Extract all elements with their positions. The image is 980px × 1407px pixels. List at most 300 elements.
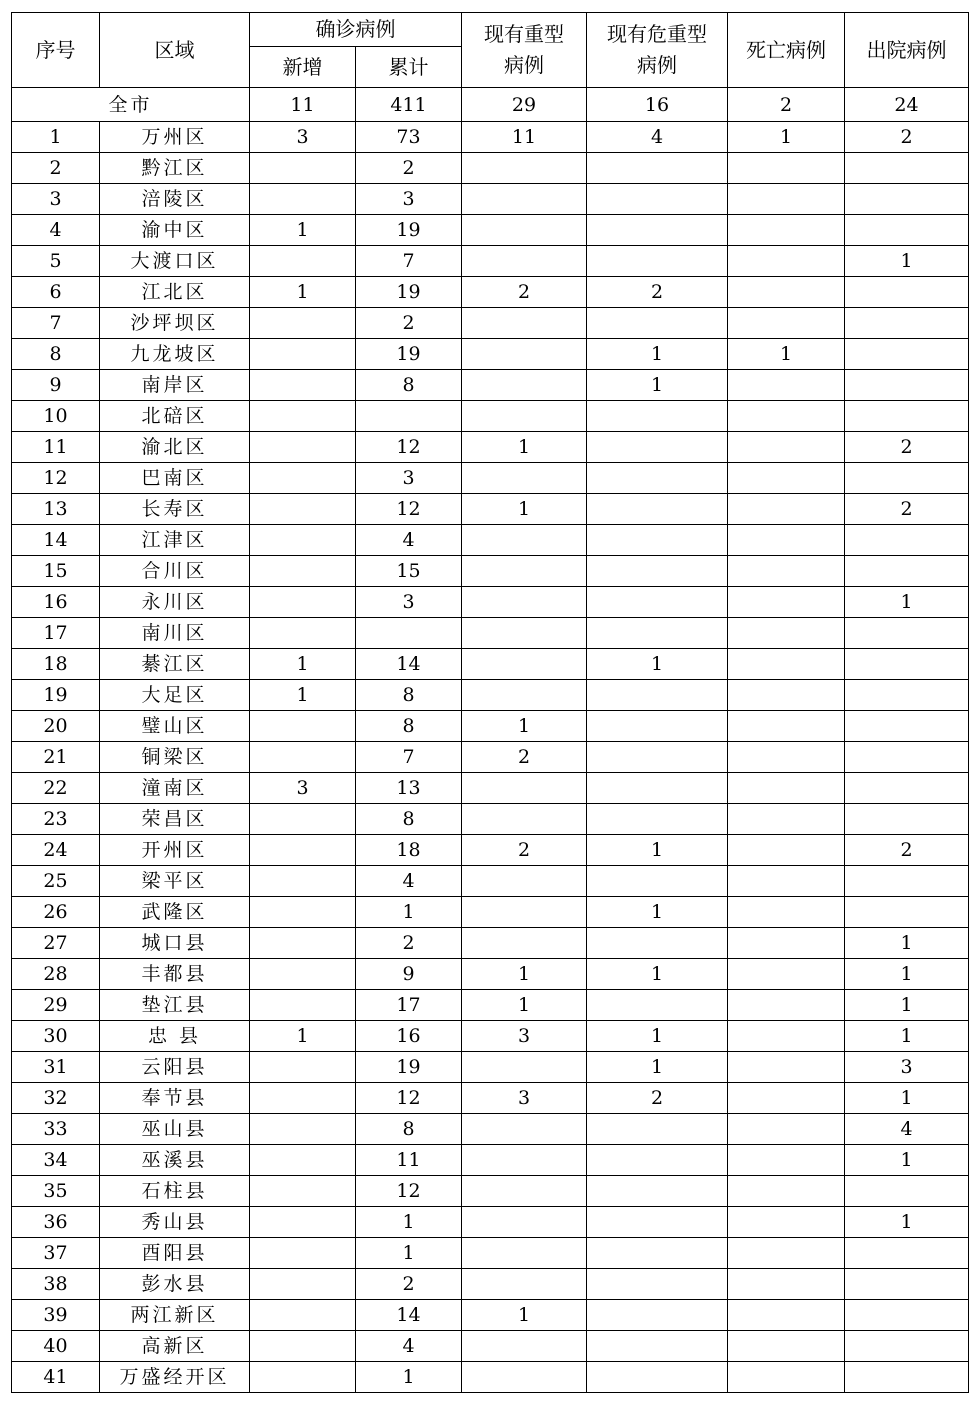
cell-region: 九龙坡区 [100, 339, 250, 370]
table-row [12, 1145, 969, 1176]
cell-discharged [845, 215, 969, 246]
table-row [12, 122, 969, 153]
cell-discharged [845, 618, 969, 649]
cell-severe: 1 [462, 432, 587, 463]
cell-index: 36 [12, 1207, 100, 1238]
total-deaths: 2 [728, 88, 845, 122]
cell-new [250, 370, 356, 401]
total-cumulative: 411 [356, 88, 462, 122]
cell-region: 璧山区 [100, 711, 250, 742]
cell-deaths [728, 215, 845, 246]
cell-critical [587, 804, 728, 835]
cell-discharged: 2 [845, 494, 969, 525]
table-row [12, 525, 969, 556]
cell-cumulative: 8 [356, 370, 462, 401]
table-row [12, 587, 969, 618]
cell-new [250, 990, 356, 1021]
cell-region: 彭水县 [100, 1269, 250, 1300]
cell-critical [587, 463, 728, 494]
cell-critical [587, 556, 728, 587]
cell-critical [587, 587, 728, 618]
cell-index: 28 [12, 959, 100, 990]
cell-region: 巫山县 [100, 1114, 250, 1145]
table-row [12, 1083, 969, 1114]
cell-critical [587, 1331, 728, 1362]
cell-critical [587, 773, 728, 804]
cell-cumulative: 3 [356, 587, 462, 618]
header-region: 区域 [100, 13, 250, 88]
cell-severe [462, 184, 587, 215]
cell-new [250, 959, 356, 990]
cell-deaths [728, 525, 845, 556]
cell-deaths [728, 1269, 845, 1300]
cell-region: 大足区 [100, 680, 250, 711]
cell-cumulative [356, 401, 462, 432]
cell-region: 永川区 [100, 587, 250, 618]
cell-critical [587, 711, 728, 742]
table-row [12, 928, 969, 959]
header-deaths: 死亡病例 [728, 13, 845, 88]
cell-deaths [728, 928, 845, 959]
cell-discharged [845, 897, 969, 928]
cell-deaths [728, 711, 845, 742]
cell-deaths [728, 184, 845, 215]
cell-index: 30 [12, 1021, 100, 1052]
cell-deaths [728, 432, 845, 463]
cell-new: 3 [250, 122, 356, 153]
cell-new: 1 [250, 215, 356, 246]
cell-deaths [728, 804, 845, 835]
cell-new [250, 897, 356, 928]
cell-severe [462, 680, 587, 711]
cell-region: 高新区 [100, 1331, 250, 1362]
cell-severe: 1 [462, 1300, 587, 1331]
cell-new [250, 1145, 356, 1176]
cell-region: 奉节县 [100, 1083, 250, 1114]
cell-deaths [728, 153, 845, 184]
cell-new [250, 401, 356, 432]
cell-index: 19 [12, 680, 100, 711]
cell-severe [462, 1145, 587, 1176]
cell-discharged [845, 370, 969, 401]
cell-deaths [728, 1331, 845, 1362]
total-critical: 16 [587, 88, 728, 122]
cell-discharged [845, 463, 969, 494]
cell-region: 沙坪坝区 [100, 308, 250, 339]
cell-cumulative: 2 [356, 928, 462, 959]
cell-new [250, 308, 356, 339]
cell-severe [462, 1269, 587, 1300]
cell-new: 1 [250, 649, 356, 680]
cell-index: 10 [12, 401, 100, 432]
header-current-severe-line2: 病例 [504, 53, 544, 77]
cell-index: 37 [12, 1238, 100, 1269]
header-new: 新增 [250, 47, 356, 88]
cell-cumulative: 12 [356, 494, 462, 525]
cell-severe [462, 1052, 587, 1083]
cell-index: 8 [12, 339, 100, 370]
cell-discharged [845, 1331, 969, 1362]
cell-deaths [728, 494, 845, 525]
cell-new [250, 494, 356, 525]
cell-new [250, 1114, 356, 1145]
table-row [12, 1176, 969, 1207]
table-row [12, 1207, 969, 1238]
cell-new [250, 556, 356, 587]
cell-cumulative: 8 [356, 804, 462, 835]
cell-critical: 1 [587, 1052, 728, 1083]
cell-index: 35 [12, 1176, 100, 1207]
cell-index: 21 [12, 742, 100, 773]
case-statistics-table [11, 12, 969, 1393]
cell-index: 32 [12, 1083, 100, 1114]
table-row [12, 1362, 969, 1393]
table-row [12, 339, 969, 370]
cell-discharged: 1 [845, 959, 969, 990]
cell-region: 云阳县 [100, 1052, 250, 1083]
cell-region: 黔江区 [100, 153, 250, 184]
cell-discharged [845, 153, 969, 184]
table-row [12, 618, 969, 649]
cell-severe [462, 1207, 587, 1238]
cell-critical: 4 [587, 122, 728, 153]
cell-deaths [728, 401, 845, 432]
table-row [12, 153, 969, 184]
cell-deaths: 1 [728, 122, 845, 153]
cell-region: 铜梁区 [100, 742, 250, 773]
cell-severe [462, 928, 587, 959]
cell-new [250, 866, 356, 897]
cell-critical [587, 866, 728, 897]
cell-discharged [845, 1176, 969, 1207]
table-row [12, 711, 969, 742]
cell-cumulative: 19 [356, 215, 462, 246]
cell-new [250, 1207, 356, 1238]
cell-discharged [845, 866, 969, 897]
cell-index: 12 [12, 463, 100, 494]
cell-critical [587, 1238, 728, 1269]
cell-index: 41 [12, 1362, 100, 1393]
cell-cumulative: 1 [356, 1207, 462, 1238]
cell-discharged: 1 [845, 1083, 969, 1114]
cell-new [250, 525, 356, 556]
cell-discharged: 1 [845, 1207, 969, 1238]
cell-region: 垫江县 [100, 990, 250, 1021]
cell-deaths [728, 1083, 845, 1114]
cell-severe: 3 [462, 1083, 587, 1114]
cell-region: 江北区 [100, 277, 250, 308]
cell-deaths: 1 [728, 339, 845, 370]
cell-region: 南川区 [100, 618, 250, 649]
cell-cumulative: 12 [356, 1083, 462, 1114]
cell-new [250, 1300, 356, 1331]
cell-cumulative: 4 [356, 866, 462, 897]
cell-new [250, 1176, 356, 1207]
table-row [12, 990, 969, 1021]
cell-new [250, 928, 356, 959]
cell-discharged: 4 [845, 1114, 969, 1145]
cell-new [250, 1362, 356, 1393]
cell-critical [587, 525, 728, 556]
cell-region: 大渡口区 [100, 246, 250, 277]
header-cumulative: 累计 [356, 47, 462, 88]
cell-new [250, 1052, 356, 1083]
cell-deaths [728, 742, 845, 773]
cell-index: 7 [12, 308, 100, 339]
cell-index: 15 [12, 556, 100, 587]
table-row [12, 773, 969, 804]
table-row [12, 649, 969, 680]
cell-cumulative: 7 [356, 246, 462, 277]
cell-discharged: 1 [845, 1145, 969, 1176]
table-row [12, 1114, 969, 1145]
cell-discharged [845, 1269, 969, 1300]
table-row [12, 370, 969, 401]
table-row [12, 494, 969, 525]
cell-critical: 1 [587, 835, 728, 866]
cell-new: 3 [250, 773, 356, 804]
cell-deaths [728, 773, 845, 804]
cell-new [250, 339, 356, 370]
cell-discharged [845, 1238, 969, 1269]
cell-index: 14 [12, 525, 100, 556]
cell-deaths [728, 277, 845, 308]
cell-critical [587, 432, 728, 463]
cell-severe: 1 [462, 711, 587, 742]
cell-index: 11 [12, 432, 100, 463]
table-row [12, 277, 969, 308]
cell-severe: 3 [462, 1021, 587, 1052]
cell-deaths [728, 990, 845, 1021]
cell-severe: 1 [462, 494, 587, 525]
cell-critical [587, 215, 728, 246]
cell-cumulative: 19 [356, 339, 462, 370]
cell-severe [462, 866, 587, 897]
cell-region: 南岸区 [100, 370, 250, 401]
cell-cumulative: 12 [356, 432, 462, 463]
cell-index: 9 [12, 370, 100, 401]
header-current-severe [462, 13, 587, 88]
cell-critical: 1 [587, 1021, 728, 1052]
cell-region: 荣昌区 [100, 804, 250, 835]
cell-index: 5 [12, 246, 100, 277]
cell-index: 4 [12, 215, 100, 246]
cell-discharged [845, 711, 969, 742]
cell-cumulative: 11 [356, 1145, 462, 1176]
cell-cumulative [356, 618, 462, 649]
cell-deaths [728, 866, 845, 897]
cell-new: 1 [250, 277, 356, 308]
cell-critical [587, 308, 728, 339]
cell-deaths [728, 1021, 845, 1052]
cell-severe [462, 525, 587, 556]
cell-index: 3 [12, 184, 100, 215]
cell-new [250, 246, 356, 277]
cell-region: 开州区 [100, 835, 250, 866]
cell-new: 1 [250, 1021, 356, 1052]
cell-cumulative: 14 [356, 649, 462, 680]
table-row [12, 866, 969, 897]
cell-critical [587, 928, 728, 959]
cell-severe [462, 153, 587, 184]
cell-new [250, 618, 356, 649]
cell-cumulative: 1 [356, 897, 462, 928]
cell-critical [587, 1207, 728, 1238]
cell-critical [587, 1176, 728, 1207]
cell-critical [587, 618, 728, 649]
cell-severe [462, 246, 587, 277]
cell-critical [587, 990, 728, 1021]
cell-cumulative: 7 [356, 742, 462, 773]
header-index: 序号 [12, 13, 100, 88]
cell-new: 1 [250, 680, 356, 711]
cell-critical: 1 [587, 959, 728, 990]
cell-severe: 1 [462, 990, 587, 1021]
cell-index: 6 [12, 277, 100, 308]
table-row [12, 742, 969, 773]
header-current-severe-line1: 现有重型 [484, 22, 564, 46]
cell-region: 武隆区 [100, 897, 250, 928]
cell-cumulative: 16 [356, 1021, 462, 1052]
cell-severe [462, 308, 587, 339]
cell-severe [462, 1362, 587, 1393]
cell-cumulative: 1 [356, 1362, 462, 1393]
cell-discharged: 2 [845, 432, 969, 463]
cell-severe: 2 [462, 277, 587, 308]
cell-deaths [728, 959, 845, 990]
cell-discharged: 2 [845, 122, 969, 153]
cell-severe [462, 1176, 587, 1207]
table-row [12, 401, 969, 432]
cell-discharged: 1 [845, 587, 969, 618]
cell-new [250, 742, 356, 773]
cell-region: 渝中区 [100, 215, 250, 246]
total-row [12, 88, 969, 122]
cell-index: 25 [12, 866, 100, 897]
cell-region: 秀山县 [100, 1207, 250, 1238]
header-current-critical [587, 13, 728, 88]
cell-deaths [728, 1114, 845, 1145]
table-row [12, 1300, 969, 1331]
cell-discharged: 1 [845, 1021, 969, 1052]
cell-region: 石柱县 [100, 1176, 250, 1207]
cell-deaths [728, 1238, 845, 1269]
cell-critical: 2 [587, 1083, 728, 1114]
cell-index: 38 [12, 1269, 100, 1300]
cell-index: 17 [12, 618, 100, 649]
total-severe: 29 [462, 88, 587, 122]
cell-index: 27 [12, 928, 100, 959]
cell-discharged [845, 773, 969, 804]
cell-new [250, 711, 356, 742]
table-row [12, 835, 969, 866]
table-row [12, 308, 969, 339]
cell-discharged [845, 804, 969, 835]
cell-region: 渝北区 [100, 432, 250, 463]
cell-region: 綦江区 [100, 649, 250, 680]
cell-region: 巫溪县 [100, 1145, 250, 1176]
cell-new [250, 804, 356, 835]
cell-region: 巴南区 [100, 463, 250, 494]
cell-deaths [728, 308, 845, 339]
cell-index: 24 [12, 835, 100, 866]
cell-region: 万州区 [100, 122, 250, 153]
table-header [12, 13, 969, 88]
cell-cumulative: 15 [356, 556, 462, 587]
cell-cumulative: 8 [356, 711, 462, 742]
cell-severe [462, 215, 587, 246]
cell-index: 13 [12, 494, 100, 525]
cell-severe [462, 897, 587, 928]
table-row [12, 246, 969, 277]
cell-new [250, 184, 356, 215]
cell-critical [587, 1300, 728, 1331]
cell-new [250, 835, 356, 866]
table-row [12, 432, 969, 463]
cell-critical [587, 401, 728, 432]
cell-severe [462, 1331, 587, 1362]
cell-severe [462, 1238, 587, 1269]
cell-severe [462, 370, 587, 401]
cell-discharged [845, 184, 969, 215]
cell-index: 29 [12, 990, 100, 1021]
cell-discharged [845, 742, 969, 773]
cell-index: 18 [12, 649, 100, 680]
table-row [12, 1238, 969, 1269]
cell-region: 城口县 [100, 928, 250, 959]
cell-index: 22 [12, 773, 100, 804]
table-row [12, 804, 969, 835]
cell-region: 梁平区 [100, 866, 250, 897]
cell-severe: 11 [462, 122, 587, 153]
cell-severe [462, 463, 587, 494]
cell-new [250, 463, 356, 494]
cell-cumulative: 4 [356, 1331, 462, 1362]
cell-cumulative: 1 [356, 1238, 462, 1269]
cell-region: 涪陵区 [100, 184, 250, 215]
table-row [12, 1021, 969, 1052]
cell-index: 20 [12, 711, 100, 742]
cell-deaths [728, 897, 845, 928]
table-row [12, 556, 969, 587]
cell-cumulative: 73 [356, 122, 462, 153]
total-discharged: 24 [845, 88, 969, 122]
cell-region: 潼南区 [100, 773, 250, 804]
cell-discharged: 3 [845, 1052, 969, 1083]
cell-discharged [845, 556, 969, 587]
table-row [12, 897, 969, 928]
cell-index: 2 [12, 153, 100, 184]
cell-critical: 1 [587, 897, 728, 928]
table-row [12, 680, 969, 711]
cell-severe [462, 773, 587, 804]
table-row [12, 463, 969, 494]
cell-deaths [728, 463, 845, 494]
table-row [12, 184, 969, 215]
cell-discharged [845, 339, 969, 370]
cell-deaths [728, 1176, 845, 1207]
cell-severe: 2 [462, 835, 587, 866]
cell-cumulative: 2 [356, 308, 462, 339]
cell-critical [587, 680, 728, 711]
cell-severe [462, 339, 587, 370]
header-current-critical-line1: 现有危重型 [607, 22, 707, 46]
cell-critical [587, 1269, 728, 1300]
total-new: 11 [250, 88, 356, 122]
cell-severe [462, 804, 587, 835]
cell-discharged [845, 525, 969, 556]
cell-new [250, 1083, 356, 1114]
